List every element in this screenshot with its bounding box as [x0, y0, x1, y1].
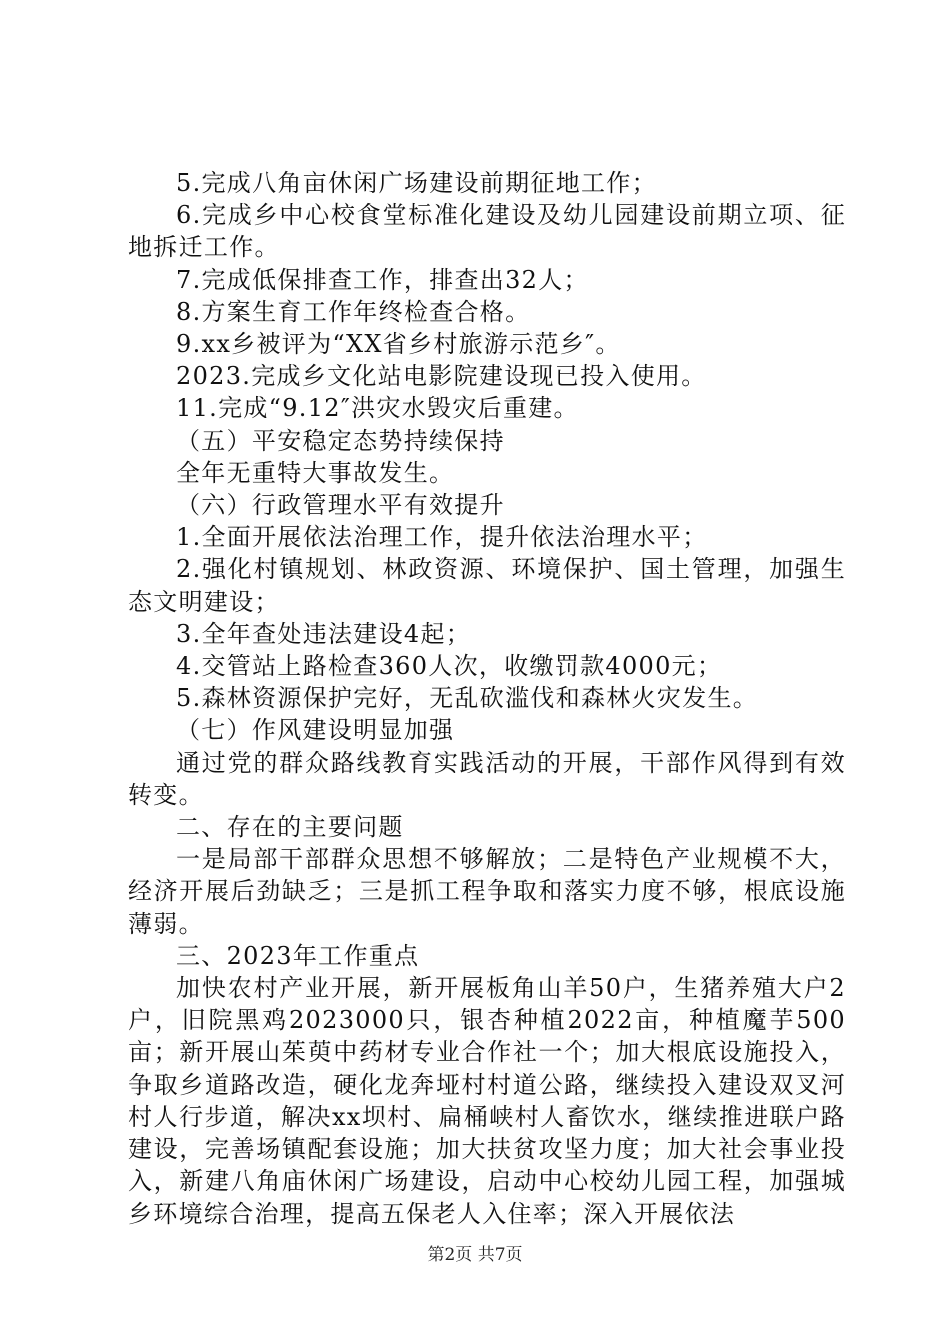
paragraph: 全年无重特大事故发生。	[176, 458, 455, 487]
paragraph: 一是局部干部群众思想不够解放；二是特色产业规模不大，经济开展后劲缺乏；三是抓工程争取和落实力度不够，根底设施薄弱。	[128, 845, 846, 938]
paragraph: 通过党的群众路线教育实践活动的开展，干部作风得到有效转变。	[128, 748, 846, 809]
section-heading: （五）平安稳定态势持续保持	[176, 426, 505, 455]
page-footer: 第2页 共7页	[427, 1245, 523, 1265]
section-heading: （七）作风建设明显加强	[176, 716, 455, 745]
paragraph: 5.完成八角亩休闲广场建设前期征地工作；	[176, 169, 657, 197]
document-body	[128, 167, 846, 1230]
paragraph: 8.方案生育工作年终检查合格。	[176, 297, 531, 326]
paragraph: 2023.完成乡文化站电影院建设现已投入使用。	[176, 362, 707, 391]
paragraph: 11.完成“9.12″洪灾水毁灾后重建。	[176, 394, 579, 423]
paragraph: 7.完成低保排查工作，排查出32人；	[176, 265, 589, 294]
paragraph: 9.xx乡被评为“XX省乡村旅游示范乡″。	[176, 330, 621, 359]
section-heading: 三、2023年工作重点	[176, 941, 420, 970]
paragraph: 4.交管站上路检查360人次，收缴罚款4000元；	[176, 652, 723, 681]
section-heading: 二、存在的主要问题	[176, 813, 404, 842]
paragraph: 加快农村产业开展，新开展板角山羊50户，生猪养殖大户2户，旧院黑鸡2023000只，银杏种植2022亩，种植魔芋500亩；新开展山茱萸中药材专业合作社一个；加大根底设施投入，争取乡道路改造，硬化龙奔垭村村道公路，继续投入建设双叉河村人行步道，解决xx坝村、扁桶峡村人畜饮水，继续推进联户路建设，完善场镇配套设施；加大扶贫攻坚力度；加大社会事业投入，新建八角庙休闲广场建设，启动中心校幼儿园工程，加强城乡环境综合治理，提高五保老人入住率；深入开展依法	[128, 974, 846, 1228]
paragraph: 6.完成乡中心校食堂标准化建设及幼儿园建设前期立项、征地拆迁工作。	[128, 201, 846, 262]
paragraph: 3.全年查处违法建设4起；	[176, 619, 472, 648]
paragraph: 1.全面开展依法治理工作，提升依法治理水平；	[176, 523, 708, 552]
section-heading: （六）行政管理水平有效提升	[176, 491, 505, 520]
paragraph: 5.森林资源保护完好，无乱砍滥伐和森林火灾发生。	[176, 684, 759, 713]
paragraph: 2.强化村镇规划、林政资源、环境保护、国土管理，加强生态文明建设；	[128, 555, 846, 616]
